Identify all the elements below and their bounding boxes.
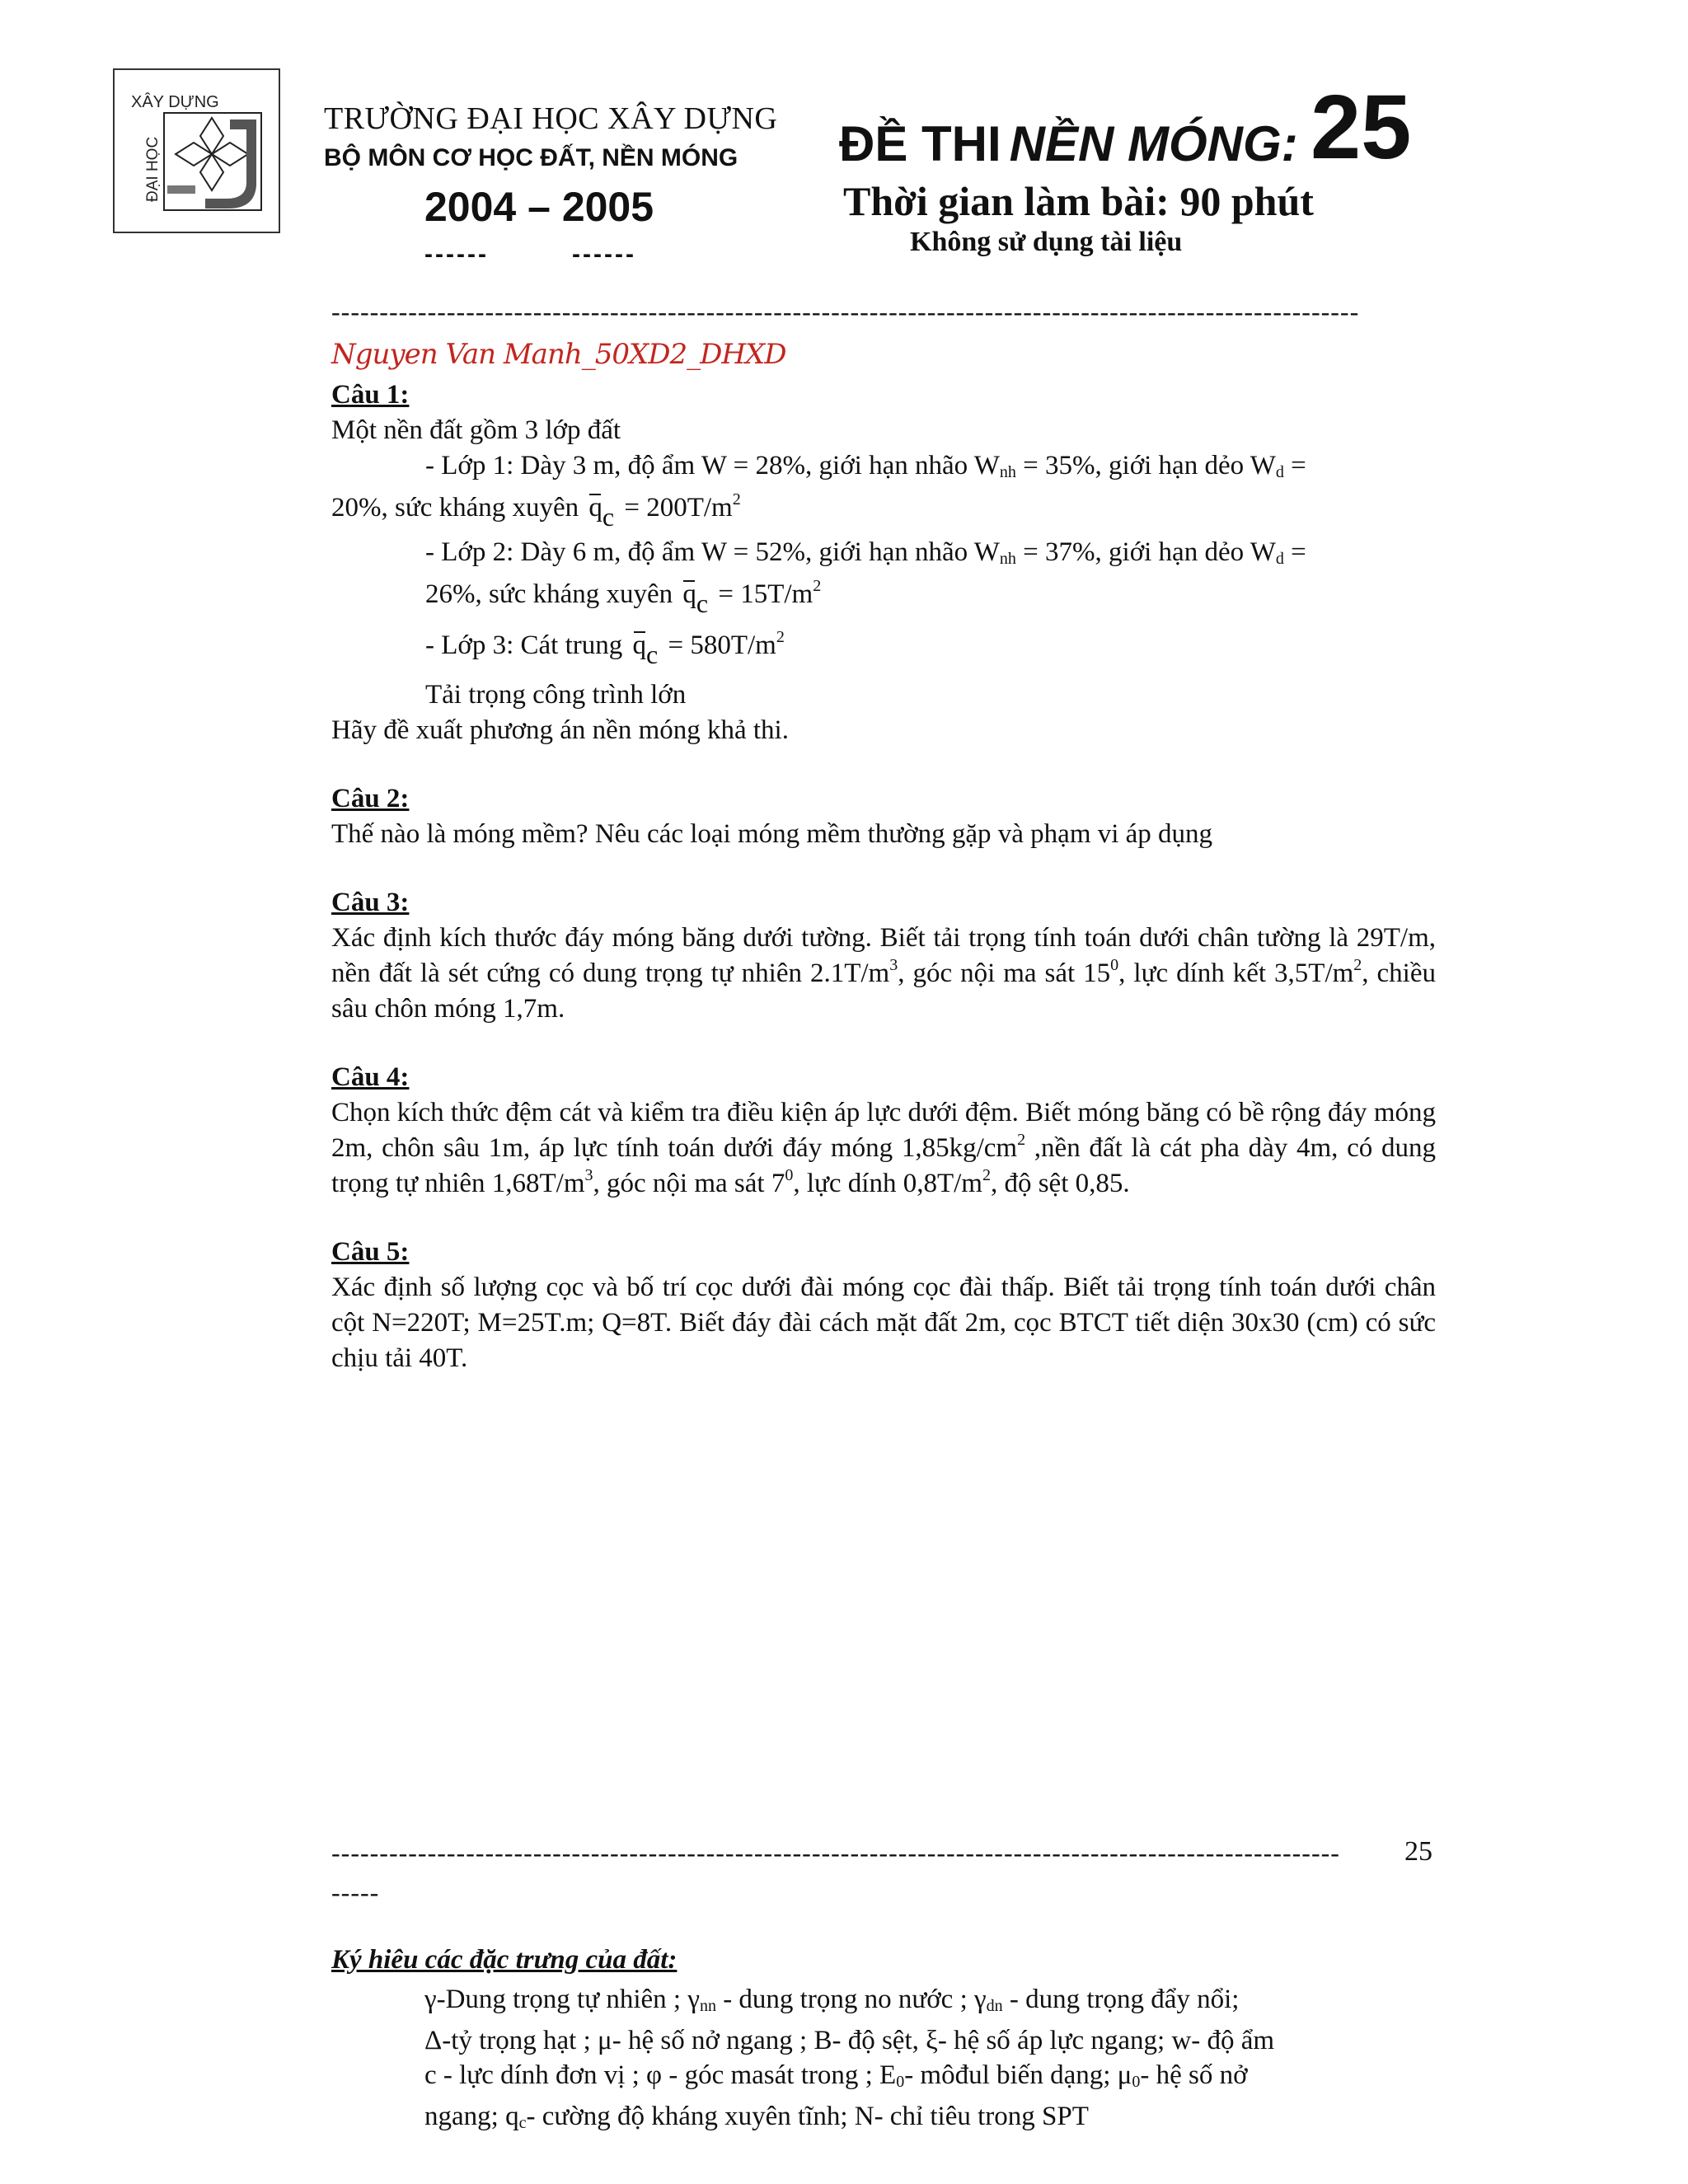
- exam-title-subject: NỀN MÓNG:: [1009, 116, 1298, 171]
- exam-title: [839, 115, 1298, 172]
- legend-row-4: ngang; $q_c-$ cường độ kháng xuyên tĩnh; N- chỉ tiêu trong SPT: [424, 2102, 1089, 2132]
- exam-time: Thời gian làm bài: 90 phút: [843, 178, 1314, 224]
- q4-body: Chọn kích thức đệm cát và kiểm tra điều kiện áp lực dưới đệm. Biết móng băng có bề rộng đáy móng 2m, chôn sâu 1m, áp lực tính toán dưới đáy móng $1,85kg/cm^2$ ,nền đất là cát pha dày 4m, có dung trọng tự nhiên $1,68T/m^3$, góc nội ma sát $7^0$, lực dính $0,8T/m^2$, độ sệt 0,85.: [331, 1098, 1437, 1198]
- header-dash-left: ------: [424, 241, 489, 268]
- author-signature: Nguyen Van Manh_50XD2_DHXD: [331, 338, 786, 371]
- exam-questions: [331, 377, 1436, 1376]
- q5-heading: Câu 5:: [331, 1237, 410, 1267]
- q1-heading: Câu 1:: [331, 380, 410, 410]
- header-dash-right: ------: [572, 241, 636, 268]
- q1-ask: Hãy đề xuất phương án nền móng khả thi.: [331, 715, 789, 745]
- legend-row-3: c - lực dính đơn vị ; φ - góc masát trong ; $E_0-$ môđul biến dạng; $\mu_0-$ hệ số nở: [424, 2060, 1248, 2091]
- exam-title-prefix: ĐỀ THI: [839, 116, 1001, 171]
- qc-symbol: qc: [588, 493, 615, 532]
- q4-heading: Câu 4:: [331, 1062, 410, 1092]
- legend-title: Ký hiêu các đặc trưng của đất:: [331, 1945, 678, 1975]
- legend-body: [424, 1982, 1447, 2140]
- logo-text-top: XÂY DỰNG: [131, 93, 219, 111]
- q1-load: Tải trọng công trình lớn: [425, 680, 687, 710]
- school-name: TRƯỜNG ĐẠI HỌC XÂY DỰNG: [324, 101, 778, 136]
- separator-footer-line2: -----: [331, 1877, 380, 1907]
- q2-body: Thế nào là móng mềm? Nêu các loại móng mềm thường gặp và phạm vi áp dụng: [331, 819, 1213, 849]
- exam-number: 25: [1311, 77, 1412, 178]
- legend-row-2: Δ-tỷ trọng hạt ; μ- hệ số nở ngang ; B- độ sệt, ξ- hệ số áp lực ngang; w- độ ẩm: [424, 2026, 1275, 2055]
- q1-intro: Một nền đất gồm 3 lớp đất: [331, 415, 621, 445]
- qc-symbol: qc: [632, 630, 659, 669]
- qc-symbol: qc: [682, 579, 709, 618]
- department-name: BỘ MÔN CƠ HỌC ĐẤT, NỀN MÓNG: [324, 144, 738, 171]
- q2-heading: Câu 2:: [331, 784, 410, 813]
- academic-year: 2004 – 2005: [424, 184, 654, 230]
- separator-footer-line1: ---------------------------------------------------------------------------------------------------------: [331, 1838, 1340, 1868]
- q1-layer2: - Lớp 2: Dày 6 m, độ ẩm W = 52%, giới hạn nhão $W_{nh} = 37\%$, giới hạn dẻo $W_d$ = 26%, sức kháng xuyên qc = $15T/m^2$: [331, 535, 1436, 621]
- q3-heading: Câu 3:: [331, 888, 410, 917]
- q1-layer3: - Lớp 3: Cát trung qc = $580T/m^2$: [331, 628, 1436, 673]
- exam-note: Không sử dụng tài liệu: [910, 227, 1183, 257]
- q1-layer1: - Lớp 1: Dày 3 m, độ ẩm W = 28%, giới hạn nhão $W_{nh} = 35\%$, giới hạn dẻo $W_d$ = 20%, sức kháng xuyên qc = $200T/m^2$: [331, 448, 1436, 535]
- logo-emblem-icon: [115, 70, 279, 232]
- logo-text-side: ĐẠI HỌC: [144, 136, 162, 202]
- page-number: 25: [1404, 1836, 1432, 1867]
- separator-top: -----------------------------------------------------------------------------------------------------------: [331, 297, 1360, 326]
- q5-body: Xác định số lượng cọc và bố trí cọc dưới đài móng cọc đài thấp. Biết tải trọng tính toán dưới chân cột N=220T; M=25T.m; Q=8T. Biết đáy đài cách mặt đất 2m, cọc BTCT tiết diện 30x30 (cm) có sức chịu tải 40T.: [331, 1272, 1436, 1373]
- university-logo: [113, 68, 280, 233]
- legend-row-1: γ-Dung trọng tự nhiên ; $\gamma_{nn}$ - dung trọng no nước ; $\gamma_{dn}$ - dung trọng đẩy nổi;: [424, 1985, 1240, 2015]
- q3-body: Xác định kích thước đáy móng băng dưới tường. Biết tải trọng tính toán dưới chân tường là 29T/m, nền đất là sét cứng có dung trọng tự nhiên $2.1T/m^3$, góc nội ma sát $15^0$, lực dính kết $3,5T/m^2$, chiều sâu chôn móng 1,7m.: [331, 923, 1436, 1024]
